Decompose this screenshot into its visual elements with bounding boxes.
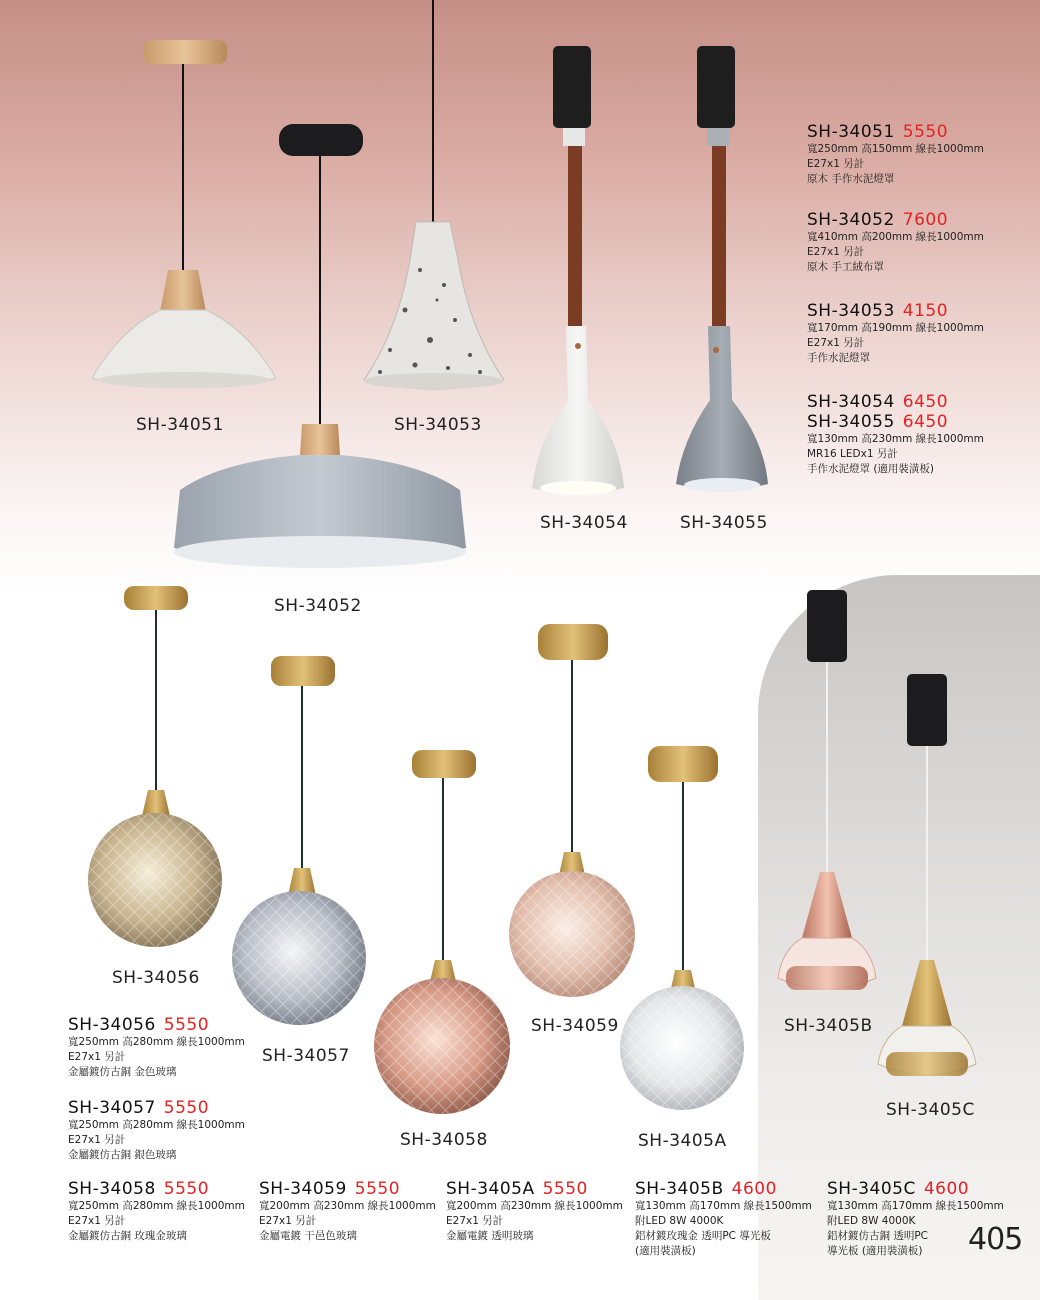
spec-line: 寬410mm 高200mm 線長1000mm [807, 231, 984, 243]
spec-block-sh34059 [259, 1179, 436, 1244]
product-label-sh34054: SH-34054 [540, 513, 628, 533]
spec-model: SH-34052 [807, 210, 895, 230]
spec-line: E27x1 另計 [259, 1215, 317, 1227]
spec-price: 4600 [731, 1179, 777, 1199]
spec-line: 金屬鍍仿古銅 金色玻璃 [68, 1066, 177, 1078]
spec-line: 寬250mm 高280mm 線長1000mm [68, 1200, 245, 1212]
spec-line: 導光板 (適用裝潢板) [827, 1245, 923, 1257]
spec-price: 5550 [902, 122, 949, 142]
spec-block-sh34056 [68, 1015, 245, 1080]
spec-model: SH-34053 [807, 301, 895, 321]
product-label-sh34052: SH-34052 [274, 596, 362, 616]
spec-price: 6450 [902, 412, 949, 432]
spec-price: 5550 [163, 1179, 210, 1199]
spec-block-sh3405a [446, 1179, 623, 1244]
spec-model: SH-34057 [68, 1098, 156, 1118]
spec-price: 5550 [163, 1098, 210, 1118]
spec-block-sh34051 [807, 122, 984, 187]
spec-line: 手作水泥燈罩 [807, 352, 870, 364]
sh34057-lamp-image [232, 656, 366, 1025]
spec-model: SH-34055 [807, 412, 895, 432]
spec-block-sh34057 [68, 1098, 245, 1163]
spec-model: SH-34051 [807, 122, 895, 142]
spec-price: 6450 [902, 392, 949, 412]
spec-line: E27x1 另計 [807, 158, 865, 170]
spec-line: MR16 LEDx1 另計 [807, 448, 898, 460]
spec-line: 原木 手作水泥燈罩 [807, 173, 895, 185]
product-label-sh34057: SH-34057 [262, 1046, 350, 1066]
spec-line: E27x1 另計 [807, 337, 865, 349]
spec-line: 金屬鍍仿古銅 銀色玻璃 [68, 1149, 177, 1161]
page-number: 405 [968, 1222, 1023, 1257]
spec-block-sh3405b [635, 1179, 812, 1259]
spec-price: 5550 [354, 1179, 401, 1199]
product-label-sh34058: SH-34058 [400, 1130, 488, 1150]
spec-price: 7600 [902, 210, 949, 230]
spec-block-sh34054-sh34055 [807, 392, 984, 477]
product-label-sh34059: SH-34059 [531, 1016, 619, 1036]
spec-line: E27x1 另計 [68, 1134, 126, 1146]
spec-line: 鋁材鍍仿古銅 透明PC [827, 1230, 929, 1242]
spec-price: 5550 [542, 1179, 588, 1199]
sh34051-lamp-image [92, 40, 276, 388]
product-label-sh3405a: SH-3405A [638, 1131, 727, 1151]
sh34055-lamp-image [676, 46, 768, 492]
sh3405c-lamp-image [878, 674, 976, 1076]
spec-line: E27x1 另計 [68, 1051, 126, 1063]
spec-line: 寬250mm 高280mm 線長1000mm [68, 1036, 245, 1048]
spec-block-sh34052 [807, 210, 984, 275]
spec-line: 寬130mm 高170mm 線長1500mm [635, 1200, 812, 1212]
product-label-sh3405c: SH-3405C [886, 1100, 975, 1120]
sh34056-lamp-image [88, 586, 222, 947]
spec-line: 金屬電鍍 干邑色玻璃 [259, 1230, 357, 1242]
spec-line: 寬250mm 高280mm 線長1000mm [68, 1119, 245, 1131]
sh34058-lamp-image [374, 750, 510, 1114]
spec-price: 5550 [163, 1015, 210, 1035]
spec-line: (適用裝潢板) [635, 1245, 696, 1257]
sh34053-lamp-image [364, 0, 504, 389]
spec-price: 4150 [902, 301, 949, 321]
spec-line: E27x1 另計 [807, 246, 865, 258]
spec-price: 4600 [923, 1179, 970, 1199]
spec-line: 手作水泥燈罩 (適用裝潢板) [807, 463, 935, 475]
product-label-sh34053: SH-34053 [394, 415, 482, 435]
spec-line: 鋁材鍍玫瑰金 透明PC 導光板 [635, 1230, 771, 1242]
spec-block-sh34058 [68, 1179, 245, 1244]
spec-line: 寬200mm 高230mm 線長1000mm [259, 1200, 436, 1212]
spec-model: SH-34059 [259, 1179, 347, 1199]
spec-model: SH-3405C [827, 1179, 916, 1199]
spec-line: 寬250mm 高150mm 線長1000mm [807, 143, 984, 155]
sh3405b-lamp-image [778, 590, 876, 990]
product-label-sh34055: SH-34055 [680, 513, 768, 533]
spec-line: 附LED 8W 4000K [635, 1215, 724, 1227]
spec-model: SH-3405B [635, 1179, 724, 1199]
spec-line: 金屬電鍍 透明玻璃 [446, 1230, 534, 1242]
product-label-sh34051: SH-34051 [136, 415, 224, 435]
spec-line: E27x1 另計 [446, 1215, 504, 1227]
spec-model: SH-34054 [807, 392, 895, 412]
spec-line: 金屬鍍仿古銅 玫瑰金玻璃 [68, 1230, 187, 1242]
spec-model: SH-34058 [68, 1179, 156, 1199]
spec-block-sh34053 [807, 301, 984, 366]
spec-model: SH-3405A [446, 1179, 535, 1199]
spec-line: 寬200mm 高230mm 線長1000mm [446, 1200, 623, 1212]
spec-line: E27x1 另計 [68, 1215, 126, 1227]
spec-line: 寬130mm 高170mm 線長1500mm [827, 1200, 1004, 1212]
spec-line: 原木 手工絨布罩 [807, 261, 884, 273]
spec-model: SH-34056 [68, 1015, 156, 1035]
spec-line: 寬130mm 高230mm 線長1000mm [807, 433, 984, 445]
product-label-sh34056: SH-34056 [112, 968, 200, 988]
product-label-sh3405b: SH-3405B [784, 1016, 873, 1036]
spec-line: 附LED 8W 4000K [827, 1215, 916, 1227]
sh34054-lamp-image [532, 46, 624, 495]
sh34059-lamp-image [509, 624, 635, 997]
spec-line: 寬170mm 高190mm 線長1000mm [807, 322, 984, 334]
sh3405a-lamp-image [620, 746, 744, 1110]
